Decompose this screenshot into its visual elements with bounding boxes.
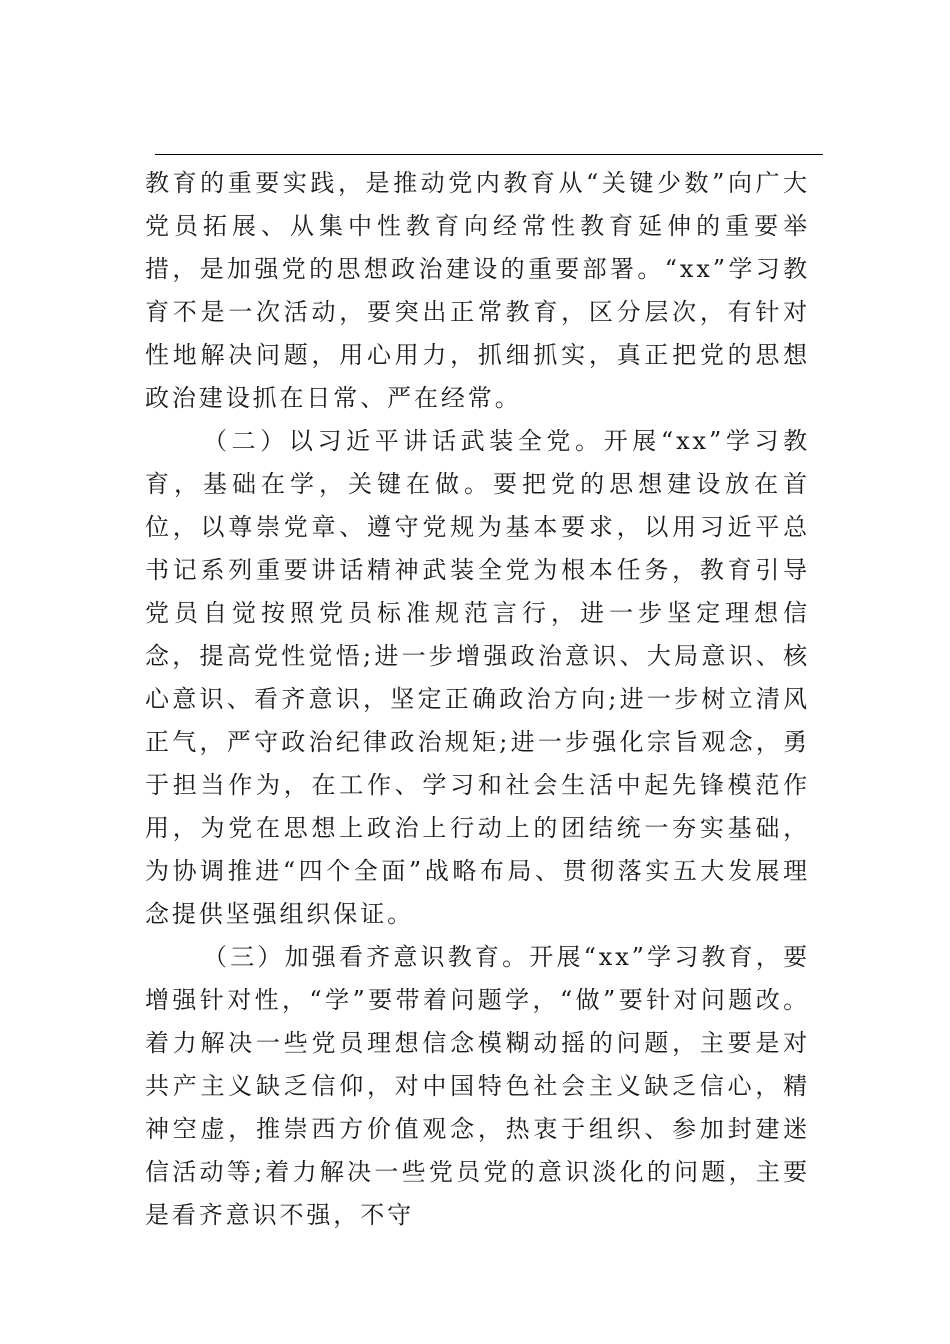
paragraph-text: 教育的重要实践，是推动党内教育从“关键少数”向广大党员拓展、从集中性教育向经常性教育延伸的重要举措，是加强党的思想政治建设的重要部署。“xx”学习教育不是一次活动，要突出正常教育，区分层次，有针对性地解决问题，用心用力，抓细抓实，真正把党的思想政治建设抓在日常、严在经常。 bbox=[145, 169, 810, 412]
paragraph-section-three bbox=[145, 936, 810, 1237]
paragraph-section-two bbox=[145, 420, 810, 936]
paragraph-continuation bbox=[145, 162, 810, 420]
section-heading: （三）加强看齐意识教育。 bbox=[203, 943, 530, 971]
header-rule bbox=[155, 154, 823, 155]
paragraph-text: 开展“xx”学习教育，基础在学，关键在做。要把党的思想建设放在首位，以尊崇党章、遵守党规为基本要求，以用习近平总书记系列重要讲话精神武装全党为根本任务，教育引导党员自觉按照党员标准规范言行，进一步坚定理想信念，提高党性觉悟;进一步增强政治意识、大局意识、核心意识、看齐意识，坚定正确政治方向;进一步树立清风正气，严守政治纪律政治规矩;进一步强化宗旨观念，勇于担当作为，在工作、学习和社会生活中起先锋模范作用，为党在思想上政治上行动上的团结统一夯实基础，为协调推进“四个全面”战略布局、贯彻落实五大发展理念提供坚强组织保证。 bbox=[145, 427, 810, 928]
paragraph-text: 开展“xx”学习教育，要增强针对性，“学”要带着问题学，“做”要针对问题改。着力解决一些党员理想信念模糊动摇的问题，主要是对共产主义缺乏信仰，对中国特色社会主义缺乏信心，精神空虚，推崇西方价值观念，热衷于组织、参加封建迷信活动等;着力解决一些党员党的意识淡化的问题，主要是看齐意识不强，不守 bbox=[145, 943, 810, 1229]
document-body bbox=[145, 162, 810, 1237]
section-heading: （二）以习近平讲话武装全党。 bbox=[203, 427, 604, 455]
